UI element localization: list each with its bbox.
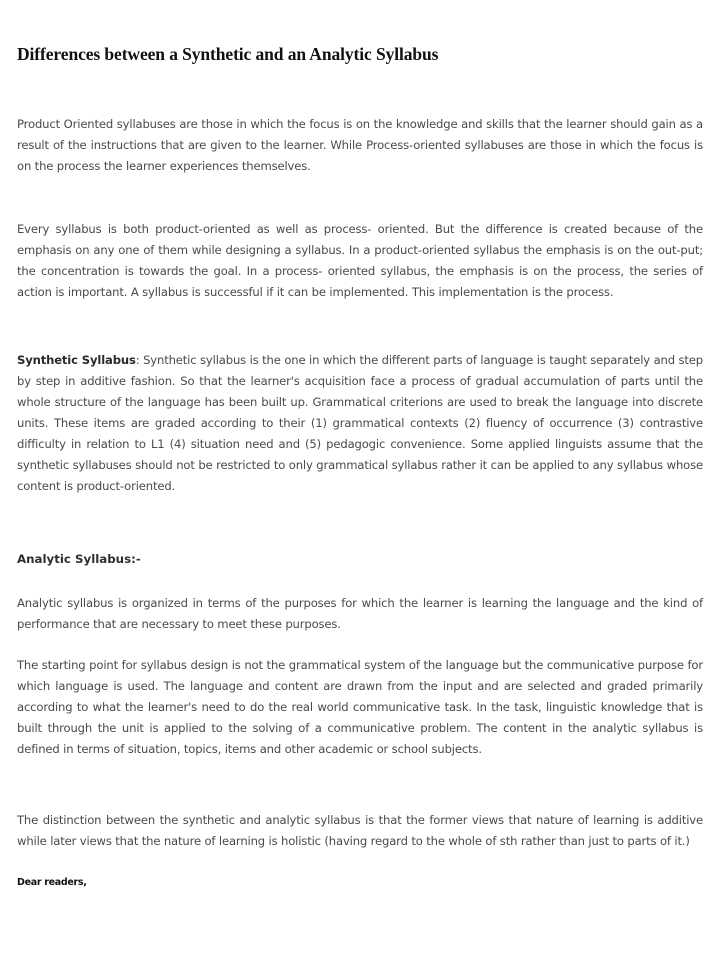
document-title: Differences between a Synthetic and an Analytic Syllabus <box>17 44 439 64</box>
paragraph-synthetic-syllabus <box>17 350 703 497</box>
synthetic-syllabus-term: Synthetic Syllabus <box>17 353 136 367</box>
paragraph-distinction: The distinction between the synthetic and analytic syllabus is that the former views that nature of learning is additive while later views that the nature of learning is holistic (having regard to the whole of sth rather than just to parts of it.) <box>17 813 703 848</box>
paragraph-product-process-intro: Product Oriented syllabuses are those in which the focus is on the knowledge and skills that the learner should gain as a result of the instructions that are given to the learner. While Process-oriented syllabuses are those in which the focus is on the process the learner experiences themselves. <box>17 117 703 173</box>
paragraph-analytic-definition: Analytic syllabus is organized in terms of the purposes for which the learner is learning the language and the kind of performance that are necessary to meet these purposes. <box>17 596 703 631</box>
signoff-dear-readers: Dear readers, <box>17 877 87 888</box>
synthetic-syllabus-text: : Synthetic syllabus is the one in which the different parts of language is taught separately and step by step in additive fashion. So that the learner's acquisition face a process of gradual accumulation of parts until the whole structure of the language has been built up. Grammatical criterions are used to break the language into discrete units. These items are graded according to their (1) grammatical contexts (2) fluency of occurrence (3) contrastive difficulty in relation to L1 (4) situation need and (5) pedagogic convenience. Some applied linguists assume that the synthetic syllabuses should not be restricted to only grammatical syllabus rather it can be applied to any syllabus whose content is product-oriented. <box>17 353 703 493</box>
paragraph-both-oriented: Every syllabus is both product-oriented as well as process- oriented. But the difference is created because of the emphasis on any one of them while designing a syllabus. In a product-oriented syllabus the emphasis is on the out-put; the concentration is towards the goal. In a process- oriented syllabus, the emphasis is on the process, the series of action is important. A syllabus is successful if it can be implemented. This implementation is the process. <box>17 222 703 299</box>
analytic-syllabus-heading: Analytic Syllabus:- <box>17 552 141 566</box>
paragraph-starting-point: The starting point for syllabus design is not the grammatical system of the language but the communicative purpose for which language is used. The language and content are drawn from the input and are selected and graded primarily according to what the learner's need to do the real world communicative task. In the task, linguistic knowledge that is built through the unit is applied to the solving of a communicative problem. The content in the analytic syllabus is defined in terms of situation, topics, items and other academic or school subjects. <box>17 658 703 756</box>
